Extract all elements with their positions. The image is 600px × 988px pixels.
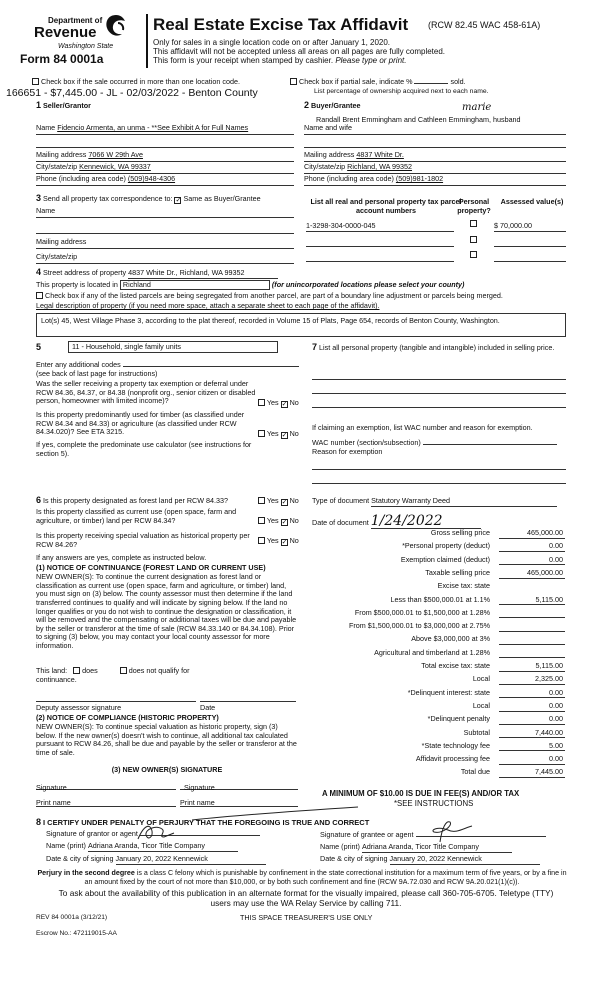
tax-calc-amount[interactable]: 2,325.00 — [499, 675, 565, 685]
personal-checkbox-2[interactable] — [470, 236, 477, 243]
legal-description-label: Legal description of property (if you need more space, attach a separate sheet to each page of the affidavit). — [36, 301, 380, 310]
current-use-yes-no — [258, 517, 299, 526]
tax-calc-label: Excise tax: state — [437, 581, 490, 591]
tax-calc-amount[interactable]: 0.00 — [499, 689, 565, 699]
tax-calc-amount[interactable] — [499, 609, 565, 619]
tax-calc-row — [312, 622, 565, 634]
tax-calc-label: Exemption claimed (deduct) — [400, 554, 490, 564]
grantee-signature-mark — [420, 818, 480, 844]
tax-calc-label: Taxable selling price — [425, 567, 490, 577]
tax-calc-amount[interactable]: 0.00 — [499, 715, 565, 725]
tax-calc-row — [312, 755, 565, 767]
grantee-date-value[interactable]: January 20, 2022 Kennewick — [390, 855, 540, 865]
tax-calc-label: *Delinquent penalty — [427, 714, 490, 724]
tax-calc-label: Total excise tax: state — [421, 661, 490, 670]
exemption-yes-no — [258, 399, 299, 408]
header-sub2: This affidavit will not be accepted unless all areas on all pages are fully completed. — [153, 47, 446, 56]
tax-calc-row — [312, 569, 565, 581]
timber-no-label: No — [289, 429, 299, 438]
additional-codes-label: Enter any additional codes — [36, 360, 121, 369]
parcel-value-1: 1-3298-304-0000-045 — [306, 221, 376, 230]
tax-calc-amount[interactable]: 5,115.00 — [499, 662, 565, 672]
grantee-date-label: Date & city of signing — [320, 854, 388, 863]
buyer-phone-label: Phone (including area code) — [304, 174, 394, 183]
parcel-field-2[interactable] — [306, 237, 454, 247]
exemption-question: Was the seller receiving a property tax exemption or deferral under RCW 84.36, 84.37, or 84.38 (nonprofit org., senior citizen or disabled person, homeowner with limited income)? — [36, 379, 256, 406]
land-does-not-label: does not qualify for — [128, 666, 190, 675]
forest-question: Is this property designated as forest land per RCW 84.33? — [43, 496, 228, 505]
form-title: Real Estate Excise Tax Affidavit — [153, 15, 409, 34]
dor-logo — [12, 14, 130, 66]
wac-field[interactable] — [423, 444, 557, 445]
tax-calc-label: Total due — [460, 767, 490, 777]
exemption-instruction: If claiming an exemption, list WAC number and reason for exemption. — [312, 423, 533, 432]
tax-calc-label: Local — [472, 674, 490, 684]
correspondence-name-label: Name — [36, 206, 56, 215]
answers-note: If any answers are yes, complete as instructed below. — [36, 553, 207, 562]
exemption-yes-checkbox[interactable] — [258, 399, 265, 406]
parcel-col-header: List all real and personal property tax parcel account numbers — [310, 197, 462, 215]
tax-calc-amount[interactable]: 7,440.00 — [499, 729, 565, 739]
exemption-yes-label: Yes — [266, 398, 279, 407]
tax-calc-row — [312, 675, 565, 687]
deputy-date-line[interactable] — [200, 696, 296, 702]
tax-calc-label: Subtotal — [463, 727, 490, 737]
seller-heading-row — [36, 100, 91, 111]
land-does-checkbox[interactable] — [73, 667, 80, 674]
buyer-city-value: Richland, WA 99352 — [347, 162, 413, 171]
seller-phone-field[interactable] — [36, 175, 294, 186]
header-sub3-row — [153, 56, 406, 66]
legal-description-box2[interactable] — [36, 311, 566, 337]
minimum-notice: A MINIMUM OF $10.00 IS DUE IN FEE(S) AND/OR TAX — [322, 789, 520, 798]
land-use-code-field[interactable]: 11 - Household, single family units — [68, 341, 278, 353]
tax-calc-label: From $1,500,000.01 to $3,000,000 at 2.75% — [348, 621, 490, 631]
signature-stroke-across — [190, 806, 360, 822]
seller-mail-field[interactable] — [36, 151, 294, 162]
tax-calc-row — [312, 582, 565, 594]
grantee-name-label: Name (print) — [320, 842, 360, 851]
buyer-phone-value: (509)981-1802 — [395, 174, 444, 183]
forest-yes-checkbox[interactable] — [258, 497, 265, 504]
reason-row — [312, 448, 382, 457]
header-sub3: This form is your receipt when stamped by cashier. — [153, 56, 334, 65]
seller-mail-value: 7066 W 29th Ave — [88, 150, 143, 159]
legal-description-value: Lot(s) 45, West Village Phase 3, according to the plat thereof, recorded in Volume 15 of Plats, Page 654, records of Benton County, Washington. — [41, 316, 500, 325]
forest-yes-label: Yes — [266, 496, 279, 505]
tax-calc-amount[interactable] — [499, 649, 565, 659]
correspondence-city-field[interactable] — [36, 253, 294, 264]
doc-date-label: Date of document — [312, 518, 369, 527]
section-8-number: 8 — [36, 817, 42, 827]
reason-label: Reason for exemption — [312, 447, 383, 456]
tax-calc-label: Gross selling price — [430, 528, 490, 537]
seller-name-line2[interactable] — [36, 140, 294, 148]
grantor-signature-row — [46, 830, 260, 839]
seller-city-field[interactable] — [36, 163, 294, 174]
tax-calc-label: Above $3,000,000 at 3% — [411, 634, 490, 644]
grantee-name-row — [320, 843, 512, 853]
historic-yes-checkbox[interactable] — [258, 537, 265, 544]
correspondence-mail-field[interactable] — [36, 238, 294, 249]
exemption-no-checkbox[interactable]: ✓ — [281, 401, 288, 408]
timber-yes-label: Yes — [266, 429, 279, 438]
located-select[interactable]: Richland — [120, 280, 270, 290]
same-as-buyer-label: Same as Buyer/Grantee — [183, 194, 261, 203]
buyer-handwritten-insert: marie — [462, 102, 492, 113]
correspondence-name-field[interactable] — [36, 207, 294, 218]
personal-checkbox-1[interactable] — [470, 220, 477, 227]
revision-label: REV 84 0001a (3/12/21) — [36, 914, 108, 921]
tax-calc-label: *Personal property (deduct) — [402, 541, 490, 551]
grantor-date-row — [46, 855, 266, 865]
timber-question: Is this property predominantly used for timber (as classified under RCW 84.34 and 84.33) or agriculture (as classified under RCW 84.34.020)? See ETA 3215. — [36, 410, 245, 437]
historic-no-checkbox[interactable]: ✓ — [281, 539, 288, 546]
correspondence-city-label: City/state/zip — [36, 252, 78, 261]
timber-no-checkbox[interactable]: ✓ — [281, 432, 288, 439]
tax-calc-row — [312, 702, 565, 714]
new-owner-print-label-1: Print name — [36, 798, 71, 807]
section-5-number: 5 — [36, 342, 42, 352]
tax-calc-amount[interactable]: 0.00 — [499, 542, 565, 552]
seller-heading: Seller/Grantor — [43, 101, 91, 110]
new-owner-signature-label-1: Signature — [36, 783, 67, 792]
assessed-value-1: $ 70,000.00 — [494, 221, 532, 230]
new-owner-print-label-2: Print name — [180, 798, 215, 807]
segregation-label: Check box if any of the listed parcels are being segregated from another parcel, are part of a boundary line adjustment or parcels being merged. — [45, 291, 503, 300]
parcel-field-3[interactable] — [306, 252, 454, 262]
header-sub3b: Please type or print. — [335, 56, 407, 65]
buyer-heading: Buyer/Grantee — [311, 101, 361, 110]
notice-1-body: NEW OWNER(S): To continue the current designation as forest land or classification as current use (open space, farm and agriculture, or timber) land, you must sign on (3) below. The county assessor must then determine if the land transferred continues to qualify and will indicate by signing below. If the land no longer qualifies or you do not wish to continue the designation or classification, it will be removed and the compensating or additional taxes will be due and payable by the seller or transferor at the time of sale (RCW 84.33.140 or 84.34.108). Prior to signing (3) below, you may contact your local county assessor for more information. — [36, 572, 297, 651]
forest-no-checkbox[interactable]: ✓ — [281, 499, 288, 506]
section-7-row — [312, 342, 566, 353]
grantee-date-row — [320, 855, 540, 865]
tax-calc-label: From $500,000.01 to $1,500,000 at 1.28% — [354, 607, 490, 617]
tax-calc-row — [312, 556, 565, 568]
land-does-label: does — [82, 666, 98, 675]
wac-label: WAC number (section/subsection) — [312, 438, 421, 447]
doc-type-value[interactable]: Statutory Warranty Deed — [371, 497, 557, 507]
buyer-phone-field[interactable] — [304, 175, 566, 186]
seller-mail-label: Mailing address — [36, 150, 87, 159]
personal-property-line2[interactable] — [312, 386, 566, 394]
buyer-mail-value: 4837 White Dr. — [356, 150, 404, 159]
section-1-number: 1 — [36, 100, 42, 110]
see-instructions: *SEE INSTRUCTIONS — [394, 799, 474, 808]
dor-dept-line: Department of — [48, 16, 103, 25]
assessed-field-1[interactable] — [494, 222, 566, 232]
tax-calc-amount[interactable]: 0.00 — [499, 556, 565, 566]
partial-sale-checkbox[interactable] — [290, 78, 297, 85]
tax-calc-label: *Delinquent interest: state — [407, 687, 490, 697]
tax-calc-amount[interactable]: 0.00 — [499, 755, 565, 765]
grantor-name-row — [46, 842, 238, 852]
timber-yes-checkbox[interactable] — [258, 430, 265, 437]
deputy-signature-label: Deputy assessor signature — [36, 703, 122, 712]
reason-line2[interactable] — [312, 476, 566, 484]
section-2-number: 2 — [304, 100, 310, 110]
tax-calc-row — [312, 768, 565, 780]
reason-line1[interactable] — [312, 462, 566, 470]
correspondence-line2[interactable] — [36, 226, 294, 234]
historic-question: Is this property receiving special valuation as historical property per RCW 84.26? — [36, 531, 250, 549]
notice-1-title: (1) NOTICE OF CONTINUANCE (FOREST LAND OR CURRENT USE) — [36, 563, 266, 572]
personal-col-header: Personal property? — [457, 197, 491, 215]
partial-sale-percent-field[interactable] — [414, 83, 448, 84]
historic-yes-label: Yes — [266, 536, 279, 545]
unincorporated-note: (for unincorporated locations please select your county) — [271, 280, 465, 289]
tax-calc-row — [312, 649, 565, 661]
seller-name-label: Name — [36, 123, 56, 132]
notice-3-title: (3) NEW OWNER(S) SIGNATURE — [111, 765, 223, 774]
current-use-no-label: No — [289, 516, 299, 525]
multi-location-row — [32, 78, 240, 87]
tax-calc-row — [312, 742, 565, 754]
tax-calc-label: *State technology fee — [421, 740, 490, 750]
treasurer-label: THIS SPACE TREASURER'S USE ONLY — [240, 913, 373, 922]
accessibility-notice: To ask about the availability of this publication in an alternate format for the visually impaired, please call 360-705-6705. Teletype (TTY) users may use the WA Relay Service by calling 711. — [58, 888, 554, 908]
forest-no-label: No — [289, 496, 299, 505]
multi-location-label: Check box if the sale occurred in more than one location code. — [41, 77, 240, 86]
correspondence-mail-label: Mailing address — [36, 237, 87, 246]
forest-question-row — [36, 495, 228, 506]
partial-sale-label: Check box if partial sale, indicate % — [299, 77, 413, 86]
new-owner-print-1[interactable] — [36, 799, 176, 807]
tax-calc-amount[interactable]: 5,115.00 — [499, 596, 565, 606]
buyer-city-label: City/state/zip — [304, 162, 346, 171]
continuance-label: continuance. — [36, 675, 77, 684]
partial-sale-row — [290, 78, 466, 87]
perjury-text: is a class C felony which is punishable by confinement in the state correctional institution for a maximum term of five years, or by a fine in an amount fixed by the court of not more than $10,000, or by both such confinement and fine (RCW 9A.72.030 and RCW 9A.20.021(1)(c)). — [84, 869, 567, 886]
tax-calc-amount[interactable]: 465,000.00 — [499, 529, 565, 539]
notice-2-title: (2) NOTICE OF COMPLIANCE (HISTORIC PROPERTY) — [36, 713, 219, 722]
grantor-date-label: Date & city of signing — [46, 854, 114, 863]
historic-yes-no — [258, 537, 299, 546]
additional-codes-note: (see back of last page for instructions) — [36, 369, 158, 378]
grantee-signature-field[interactable] — [416, 836, 546, 837]
deputy-date-label: Date — [200, 703, 216, 712]
tax-calc-row — [312, 609, 565, 621]
buyer-name-label: Name — [304, 123, 324, 132]
seller-name-value: Fidencio Armenta, an unma - **See Exhibit A for Full Names — [57, 123, 249, 132]
assessed-col-header: Assessed value(s) — [500, 197, 564, 206]
grantor-signature-field[interactable] — [140, 835, 260, 836]
additional-codes-field[interactable] — [123, 366, 299, 367]
header-divider — [146, 14, 148, 68]
tax-calc-label: Agricultural and timberland at 1.28% — [374, 647, 490, 657]
historic-no-label: No — [289, 536, 299, 545]
buyer-heading-row — [304, 100, 361, 111]
buyer-city-field[interactable] — [304, 163, 566, 174]
same-as-buyer-checkbox[interactable]: ✓ — [175, 197, 182, 204]
dor-swirl-icon — [104, 14, 128, 40]
doc-type-label: Type of document — [312, 496, 370, 505]
seller-phone-value: (509)948-4306 — [127, 174, 176, 183]
tax-calc-row — [312, 529, 565, 541]
tax-calc-label: Less than $500,000.01 at 1.1% — [390, 594, 490, 604]
current-use-yes-label: Yes — [266, 516, 279, 525]
section-3-row — [36, 193, 261, 204]
seller-phone-label: Phone (including area code) — [36, 174, 126, 183]
multi-location-checkbox[interactable] — [32, 78, 39, 85]
street-row — [36, 267, 278, 279]
perjury-notice — [36, 869, 568, 886]
section-6-number: 6 — [36, 495, 42, 505]
escrow-number: Escrow No.: 472119015-AA — [36, 930, 117, 937]
tax-calc-amount[interactable]: 0.00 — [499, 702, 565, 712]
personal-checkbox-3[interactable] — [470, 251, 477, 258]
buyer-mail-label: Mailing address — [304, 150, 355, 159]
tax-calc-row — [312, 662, 565, 674]
tax-calc-row — [312, 729, 565, 741]
perjury-bold: Perjury in the second degree — [37, 869, 135, 877]
section-7-number: 7 — [312, 342, 318, 352]
buyer-name-line2[interactable] — [304, 140, 566, 148]
segregation-checkbox[interactable] — [36, 292, 43, 299]
seller-city-label: City/state/zip — [36, 162, 78, 171]
buyer-name-field[interactable] — [304, 124, 566, 135]
land-label: This land: — [36, 666, 68, 675]
ownership-note: List percentage of ownership acquired next to each name. — [314, 88, 489, 95]
timber-yes-no — [258, 430, 299, 439]
grantee-signature-label: Signature of grantee or agent — [320, 830, 414, 839]
form-citation: (RCW 82.45 WAC 458-61A) — [428, 20, 541, 30]
current-use-no-checkbox[interactable]: ✓ — [281, 519, 288, 526]
segregation-row — [36, 292, 503, 301]
grantor-name-value[interactable]: Adriana Aranda, Ticor Title Company — [88, 842, 238, 852]
tax-calc-row — [312, 596, 565, 608]
section-3-number: 3 — [36, 193, 42, 203]
grantor-date-value[interactable]: January 20, 2022 Kennewick — [116, 855, 266, 865]
tax-calc-amount[interactable] — [499, 635, 565, 645]
located-label: This property is located in — [36, 280, 118, 289]
tax-calc-amount[interactable]: 465,000.00 — [499, 569, 565, 579]
form-number: Form 84 0001a — [20, 52, 104, 66]
street-value[interactable]: 4837 White Dr., Richland, WA 99352 — [128, 269, 278, 279]
forest-yes-no — [258, 497, 299, 506]
assessed-field-2[interactable] — [494, 237, 566, 247]
section-7-label: List all personal property (tangible and intangible) included in selling price. — [319, 343, 555, 352]
doc-type-row — [312, 497, 557, 507]
tax-calc-row — [312, 715, 565, 727]
personal-property-line1[interactable] — [312, 372, 566, 380]
tax-calc-row — [312, 635, 565, 647]
doc-date-value[interactable]: 1/24/2022 — [371, 514, 481, 529]
grantee-name-value[interactable]: Adriana Aranda, Ticor Title Company — [362, 843, 512, 853]
current-use-question: Is this property classified as current use (open space, farm and agriculture, or timber) land per RCW 84.34? — [36, 507, 237, 525]
tax-calc-label: Affidavit processing fee — [415, 754, 490, 764]
grantor-name-label: Name (print) — [46, 841, 86, 850]
deputy-signature-line[interactable] — [36, 696, 196, 702]
tax-calc-label: Local — [472, 700, 490, 710]
buyer-name-line1: Randall Brent Emmingham and Cathleen Emmingham, husband — [316, 115, 521, 124]
tax-calc-row — [312, 542, 565, 554]
tax-calc-row — [312, 689, 565, 701]
buyer-name-cont: and wife — [325, 123, 352, 132]
notice-2-body: NEW OWNER(S): To continue special valuation as historic property, sign (3) below. If the new owner(s) doesn't wish to continue, all additional tax calculated pursuant to RCW 84.26, shall be due and payable by the seller or transferor at the time of sale. — [36, 722, 297, 757]
dor-state-line: Washington State — [58, 43, 114, 50]
buyer-mail-field[interactable] — [304, 151, 566, 162]
seller-name-field[interactable] — [36, 124, 294, 135]
doc-date-row — [312, 514, 481, 529]
tax-calc-amount[interactable]: 5.00 — [499, 742, 565, 752]
located-row — [36, 280, 464, 290]
personal-property-line3[interactable] — [312, 400, 566, 408]
seller-city-value: Kennewick, WA 99337 — [79, 162, 151, 171]
header-sub1: Only for sales in a single location code on or after January 1, 2020. — [153, 38, 391, 47]
parcel-field-1[interactable] — [306, 222, 454, 232]
grantor-signature-label: Signature of grantor or agent — [46, 829, 138, 838]
grantor-signature-mark — [134, 821, 194, 843]
grantee-signature-row — [320, 831, 546, 840]
section-3-label: Send all property tax correspondence to: — [43, 194, 173, 203]
recording-stamp: 166651 - $7,445.00 - JL - 02/03/2022 - Benton County — [6, 87, 258, 99]
dor-revenue-word: Revenue — [34, 24, 97, 41]
land-does-not-checkbox[interactable] — [120, 667, 127, 674]
new-owner-signature-label-2: Signature — [184, 783, 215, 792]
street-label: Street address of property — [43, 268, 127, 277]
tax-calc-amount[interactable] — [499, 622, 565, 632]
tax-calc-amount[interactable] — [499, 582, 565, 591]
assessed-field-3[interactable] — [494, 252, 566, 262]
section-4-number: 4 — [36, 267, 42, 277]
predominate-use-note: If yes, complete the predominate use calculator (see instructions for section 5). — [36, 440, 252, 458]
partial-sale-sold: sold. — [450, 77, 466, 86]
exemption-no-label: No — [289, 398, 299, 407]
current-use-yes-checkbox[interactable] — [258, 517, 265, 524]
tax-calc-amount[interactable]: 7,445.00 — [499, 768, 565, 778]
certify-statement: I CERTIFY UNDER PENALTY OF PERJURY THAT THE FOREGOING IS TRUE AND CORRECT — [43, 818, 370, 827]
